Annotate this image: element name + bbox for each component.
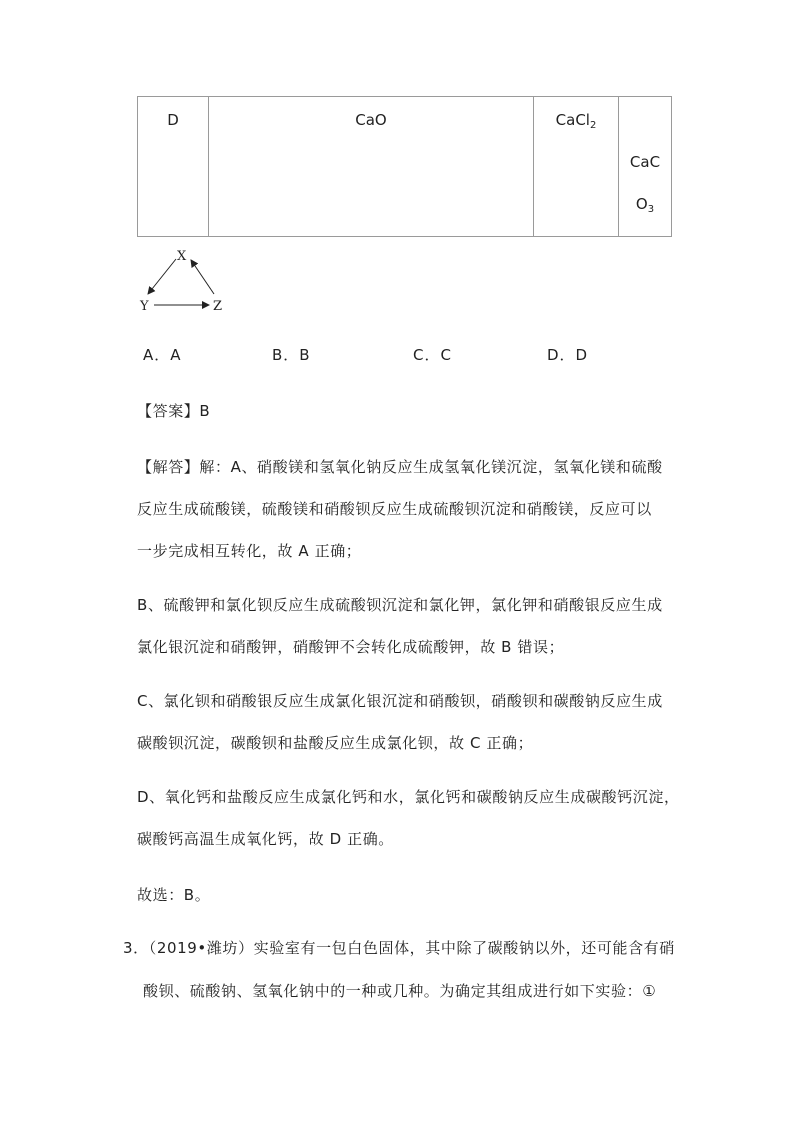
conversion-diagram (136, 244, 236, 316)
option-a: A．A (143, 346, 182, 364)
node-y-label: Y (140, 299, 149, 314)
y-cell (534, 97, 619, 237)
z-formula-line2: $O_3$ (635, 195, 655, 215)
question-3-line1: 3．（2019•潍坊）实验室有一包白色固体，其中除了碳酸钠以外，还可能含有硝 (123, 939, 675, 957)
option-b: B．B (272, 346, 311, 364)
analysis-line: 反应生成硫酸镁，硫酸镁和硝酸钡反应生成硫酸钡沉淀和硝酸镁，反应可以 (137, 500, 652, 518)
x-formula: CaO (355, 111, 387, 129)
arrow-z-to-x (191, 260, 214, 294)
z-formula-line1: CaC (629, 153, 661, 171)
analysis-line: C、氯化钡和硝酸银反应生成氯化银沉淀和硝酸钡，硝酸钡和碳酸钠反应生成 (137, 692, 663, 710)
analysis-line: 一步完成相互转化，故 A 正确； (137, 542, 362, 560)
x-cell (209, 97, 534, 237)
answer: 【答案】B (137, 402, 211, 420)
reaction-table (137, 96, 672, 237)
option-label-cell (138, 97, 209, 237)
y-formula: CaCl$_2$ (555, 111, 597, 131)
analysis-line: 故选：B。 (137, 886, 211, 904)
table-row (138, 97, 672, 237)
option-c: C．C (413, 346, 452, 364)
question-3-line2: 酸钡、硫酸钠、氢氧化钠中的一种或几种。为确定其组成进行如下实验：① (143, 982, 657, 1000)
node-z-label: Z (213, 299, 223, 314)
analysis-line: D、氧化钙和盐酸反应生成氯化钙和水，氯化钙和碳酸钠反应生成碳酸钙沉淀， (137, 788, 680, 806)
arrow-x-to-y (148, 259, 176, 294)
z-cell (619, 97, 672, 237)
analysis-line: 碳酸钡沉淀，碳酸钡和盐酸反应生成氯化钡，故 C 正确； (137, 734, 534, 752)
option-d: D．D (547, 346, 589, 364)
option-label: D (167, 111, 179, 129)
analysis-line: 【解答】解：A、硝酸镁和氢氧化钠反应生成氢氧化镁沉淀，氢氧化镁和硫酸 (137, 458, 663, 476)
analysis-line: 碳酸钙高温生成氧化钙，故 D 正确。 (137, 830, 394, 848)
analysis-line: 氯化银沉淀和硝酸钾，硝酸钾不会转化成硫酸钾，故 B 错误； (137, 638, 565, 656)
node-x-label: X (177, 249, 187, 264)
analysis-line: B、硫酸钾和氯化钡反应生成硫酸钡沉淀和氯化钾，氯化钾和硝酸银反应生成 (137, 596, 663, 614)
